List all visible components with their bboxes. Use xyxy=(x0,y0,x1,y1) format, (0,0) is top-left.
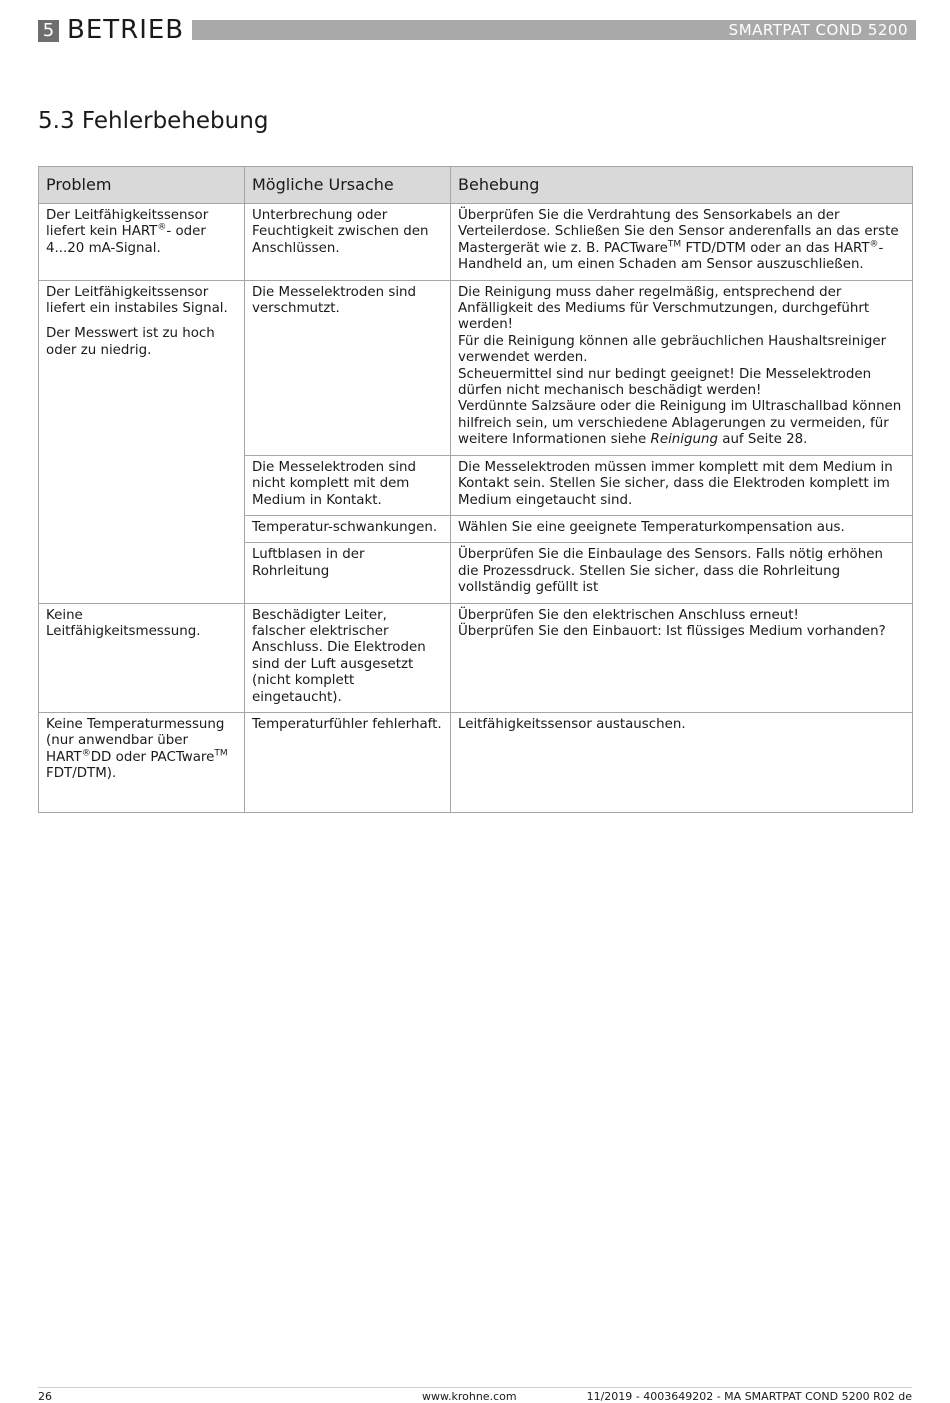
table-row xyxy=(39,712,913,812)
footer-divider xyxy=(38,1387,912,1388)
registered-mark: ® xyxy=(157,222,167,233)
fix-text: Die Reinigung muss daher regelmäßig, entsprechend der Anfälligkeit des Mediums für Verschmutzungen, durchgeführt werden! xyxy=(458,284,870,333)
registered-mark: ® xyxy=(869,239,879,250)
section-title: 5.3 Fehlerbehebung xyxy=(38,108,269,134)
problem-text: FDT/DTM). xyxy=(46,766,117,782)
problem-cell xyxy=(39,280,245,603)
fix-text: Für die Reinigung können alle gebräuchlichen Haushaltsreiniger verwendet werden. xyxy=(458,333,887,366)
problem-text: Der Leitfähigkeitssensor liefert ein instabiles Signal. xyxy=(46,284,228,317)
fix-cell: Die Messelektroden müssen immer komplett mit dem Medium in Kontakt sein. Stellen Sie sicher, dass die Elektroden komplett im Medium eingetaucht sind. xyxy=(451,455,913,515)
fix-text xyxy=(458,399,905,448)
cause-cell: Temperatur-schwankungen. xyxy=(245,515,451,542)
problem-text: Keine Temperaturmessung (nur anwendbar über HART xyxy=(46,716,225,765)
column-header-problem: Problem xyxy=(39,167,245,204)
cause-cell: Die Messelektroden sind verschmutzt. xyxy=(245,280,451,455)
footer-url[interactable]: www.krohne.com xyxy=(422,1390,517,1403)
table-row xyxy=(39,204,913,281)
chapter-title: BETRIEB xyxy=(67,15,185,45)
cause-cell: Beschädigter Leiter, falscher elektrischer Anschluss. Die Elektroden sind der Luft ausgesetzt (nicht komplett eingetaucht). xyxy=(245,603,451,712)
fix-cell xyxy=(451,280,913,455)
chapter-number: 5 xyxy=(38,20,59,42)
product-name: SMARTPAT COND 5200 xyxy=(728,21,908,39)
table-row xyxy=(39,280,913,455)
fix-text: Überprüfen Sie den elektrischen Anschluss erneut! xyxy=(458,607,799,623)
fix-cell xyxy=(451,603,913,712)
problem-cell xyxy=(39,204,245,281)
fix-text: Verdünnte Salzsäure oder die Reinigung im Ultraschallbad können hilfreich sein, um verschiedene Ablagerungen zu vermeiden, für weitere Informationen siehe xyxy=(458,399,902,448)
fix-text: auf Seite 28. xyxy=(717,432,808,448)
column-header-fix: Behebung xyxy=(451,167,913,204)
reinigung-link[interactable]: Reinigung xyxy=(650,432,718,448)
table-header-row xyxy=(39,167,913,204)
table-row xyxy=(39,603,913,712)
problem-text: Der Messwert ist zu hoch oder zu niedrig. xyxy=(46,326,215,358)
trademark-mark: TM xyxy=(667,239,682,250)
column-header-cause: Mögliche Ursache xyxy=(245,167,451,204)
header-bar xyxy=(192,20,916,40)
problem-cell: Keine Leitfähigkeitsmessung. xyxy=(39,603,245,712)
cause-cell: Temperaturfühler fehlerhaft. xyxy=(245,712,451,812)
troubleshooting-table xyxy=(38,166,913,813)
page-number: 26 xyxy=(38,1390,52,1403)
trademark-mark: TM xyxy=(214,748,228,759)
fix-cell xyxy=(451,204,913,281)
footer-document-id: 11/2019 - 4003649202 - MA SMARTPAT COND 5200 R02 de xyxy=(586,1390,912,1403)
problem-text: DD oder PACTware xyxy=(90,749,215,765)
fix-cell: Leitfähigkeitssensor austauschen. xyxy=(451,712,913,812)
page-header xyxy=(38,15,916,45)
fix-cell: Wählen Sie eine geeignete Temperaturkompensation aus. xyxy=(451,515,913,542)
fix-text: Überprüfen Sie die Verdrahtung des Sensorkabels an der Verteilerdose. Schließen Sie den Sensor anderenfalls an das erste Mastergerät wie z. B. PACTware xyxy=(458,208,899,256)
fix-cell: Überprüfen Sie die Einbaulage des Sensors. Falls nötig erhöhen die Prozessdruck. Stellen Sie sicher, dass die Rohrleitung vollständig gefüllt ist xyxy=(451,543,913,603)
fix-text: Scheuermittel sind nur bedingt geeignet! Die Messelektroden dürfen nicht mechanisch beschädigt werden! xyxy=(458,366,872,399)
registered-mark: ® xyxy=(81,748,91,759)
fix-text: Überprüfen Sie den Einbauort: Ist flüssiges Medium vorhanden? xyxy=(458,623,886,639)
fix-text: -Handheld an, um einen Schaden am Sensor auszuschließen. xyxy=(458,240,884,273)
fix-text: FTD/DTM oder an das HART xyxy=(681,240,870,256)
problem-text: - oder 4...20 mA-Signal. xyxy=(46,224,206,256)
cause-cell: Luftblasen in der Rohrleitung xyxy=(245,543,451,603)
cause-cell: Unterbrechung oder Feuchtigkeit zwischen den Anschlüssen. xyxy=(245,204,451,281)
cause-cell: Die Messelektroden sind nicht komplett mit dem Medium in Kontakt. xyxy=(245,455,451,515)
problem-text: Der Leitfähigkeitssensor liefert kein HART xyxy=(46,208,209,240)
problem-cell xyxy=(39,712,245,812)
